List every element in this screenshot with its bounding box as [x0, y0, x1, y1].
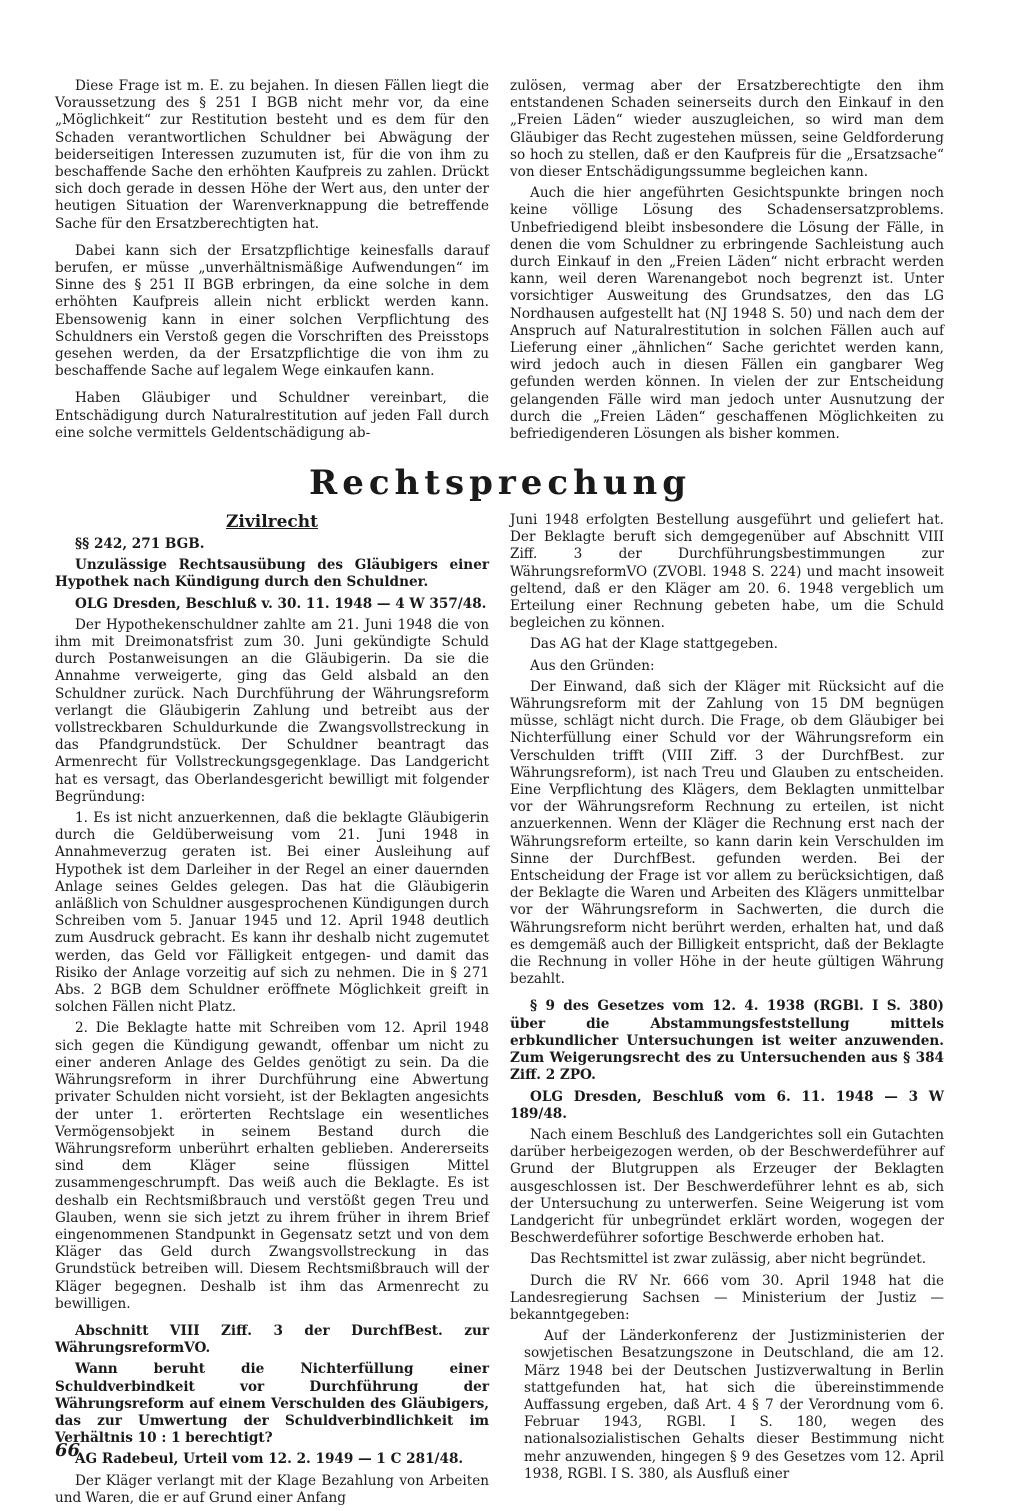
body-paragraph: zulösen, vermag aber der Ersatzberechtigte den ihm entstandenen Schaden seinerseits durch den Einkauf in den „Freien Läden“ wieder auszugleichen, so wird man dem Gläubiger das Recht zugestehen müssen, seine Geldforderung so hoch zu stellen, daß er den Kaufpreis für die „Ersatzsache“ von dieser Entschädigungssumme begleichen kann.	[510, 78, 944, 181]
body-paragraph: Nach einem Beschluß des Landgerichtes soll ein Gutachten darüber herbeigezogen werden, ob der Beschwerdeführer auf Grund der Blutgruppen als Erzeuger der Beklagten ausgeschlossen ist. Der Beschwerdeführer lehnt es ab, sich der Untersuchung zu unterwerfen. Seine Weigerung ist vom Landgericht für unbegründet erklärt worden, wogegen der Beschwerdeführer sofortige Beschwerde erhoben hat.	[510, 1126, 944, 1247]
body-paragraph: Diese Frage ist m. E. zu bejahen. In diesen Fällen liegt die Voraussetzung des § 251 I BGB nicht mehr vor, da eine „Möglichkeit“ zur Restitution besteht und es dem für den Schaden verantwortlichen Schuldner bei Abwägung der beiderseitigen Interessen zuzumuten ist, für die von ihm zu beschaffende Sache den erhöhten Kaufpreis zu zahlen. Drückt sich doch gerade in dessen Höhe der Wert aus, den unter der heutigen Situation der Warenverknappung die betreffende Sache für den Ersatzberechtigten hat.	[55, 78, 489, 232]
body-paragraph: 2. Die Beklagte hatte mit Schreiben vom 12. April 1948 sich gegen die Kündigung gewandt, offenbar um nicht zu einer anderen Anlage des Geldes genötigt zu sein. Da die Währungsreform in ihrer Durchführung eine Abwertung privater Schulden nicht vorsieht, ist der Beklagten angesichts der unter 1. erörterten Rechtslage ein wesentliches Vermögensobjekt in seinem Bestand durch die Währungsreform unberührt erhalten geblieben. Andererseits sind dem Kläger seine flüssigen Mittel zusammengeschrumpft. Das weiß auch die Beklagte. Es ist deshalb ein Rechtsmißbrauch und verstößt gegen Treu und Glauben, wenn sie sich jetzt zu ihrem früher in ihrem Brief eingenommenen Standpunkt in Gegensatz setzt und von dem Kläger das Geld durch Zwangsvollstreckung in das Grundstück betreiben will. Diesem Rechtsmißbrauch will der Kläger begegnen. Deshalb ist ihm das Armenrecht zu bewilligen.	[55, 1020, 489, 1312]
top-right-column	[510, 78, 944, 447]
section-title: Rechtsprechung	[308, 463, 692, 503]
body-paragraph: Durch die RV Nr. 666 vom 30. April 1948 hat die Landesregierung Sachsen — Ministerium der Justiz — bekanntgegeben:	[510, 1272, 944, 1323]
top-left-column	[55, 78, 489, 446]
body-paragraph: Der Einwand, daß sich der Kläger mit Rücksicht auf die Währungsreform mit der Zahlung von 15 DM begnügen müsse, schlägt nicht durch. Die Frage, ob dem Gläubiger bei Nichterfüllung einer Schuld vor der Währungsreform ein Verschulden trifft (VIII Ziff. 3 der DurchfBest. zur Währungsreform), ist nach Treu und Glauben zu entscheiden. Eine Verpflichtung des Klägers, dem Beklagten unmittelbar vor der Währungsreform Rechnung zu erteilen, ist nicht anzuerkennen. Wenn der Kläger die Rechnung erst nach der Währungsreform erteilte, so kann darin kein Verschulden im Sinne der DurchfBest. gefunden werden. Bei der Entscheidung der Frage ist vor allem zu berücksichtigen, daß der Beklagte die Waren und Arbeiten des Klägers unmittelbar vor der Währungsreform in Sachwerten, die durch die Währungsreform nicht berührt werden, erhalten hat, und daß es demgemäß auch der Billigkeit entspricht, daß der Beklagte die Rechnung in voller Höhe in der heute gültigen Währung bezahlt.	[510, 678, 944, 988]
case-headnote: Unzulässige Rechtsausübung des Gläubigers einer Hypothek nach Kündigung durch den Schuldner.	[55, 557, 489, 591]
case-headnote: Wann beruht die Nichterfüllung einer Schuldverbindkeit vor Durchführung der Währungsreform auf einem Verschulden des Gläubigers, das zur Umwertung der Schuldverbindlichkeit im Verhältnis 10 : 1 berechtigt?	[55, 1361, 489, 1447]
case-court: AG Radebeul, Urteil vom 12. 2. 1949 — 1 C 281/48.	[75, 1451, 464, 1468]
body-paragraph: Aus den Gründen:	[530, 657, 655, 674]
case-reference: Abschnitt VIII Ziff. 3 der DurchfBest. zur WährungsreformVO.	[55, 1322, 489, 1357]
case-court: OLG Dresden, Beschluß vom 6. 11. 1948 — 3 W 189/48.	[510, 1088, 944, 1122]
body-paragraph: Auch die hier angeführten Gesichtspunkte bringen noch keine völlige Lösung des Schadensersatzproblems. Unbefriedigend bleibt insbesondere die Lösung der Fälle, in denen die vom Schuldner zu erbringende Sachleistung auch durch Einkauf in den „Freien Läden“ nicht erbracht werden kann, weil deren Warenangebot noch begrenzt ist. Unter vorsichtiger Ausweitung des Grundsatzes, den das LG Nordhausen aufgestellt hat (NJ 1948 S. 50) und nach dem der Anspruch auf Naturalrestitution in solchen Fällen auch auf Lieferung einer „ähnlichen“ Sache gerichtet werden kann, wird jedoch auch in diesen Fällen ein gangbarer Weg gefunden werden können. In vielen der zur Entscheidung gelangenden Fälle wird man jedoch unter Ausnutzung der durch die „Freien Läden“ geschaffenen Möglichkeiten zu befriedigenderen Lösungen als bisher kommen.	[510, 185, 944, 443]
body-paragraph: Der Kläger verlangt mit der Klage Bezahlung von Arbeiten und Waren, die er auf Grund einer Anfang	[55, 1472, 489, 1506]
case-headnote: § 9 des Gesetzes vom 12. 4. 1938 (RGBl. I S. 380) über die Abstammungsfeststellung mittels erbkundlicher Untersuchungen ist weiter anzuwenden. Zum Weigerungsrecht des zu Untersuchenden aus § 384 Ziff. 2 ZPO.	[510, 998, 944, 1084]
body-paragraph: Das Rechtsmittel ist zwar zulässig, aber nicht begründet.	[530, 1251, 927, 1268]
body-paragraph: Das AG hat der Klage stattgegeben.	[530, 636, 778, 653]
body-paragraph: Der Hypothekenschuldner zahlte am 21. Juni 1948 die von ihm mit Dreimonatsfrist zum 30. Juni gekündigte Schuld durch Postanweisungen an die Gläubigerin. Da sie die Annahme verweigerte, ging das Geld alsbald an den Schuldner zurück. Nach Durchführung der Währungsreform verlangt die Gläubigerin Zahlung und betreibt aus der vollstreckbaren Schuldurkunde die Zwangsvollstreckung in das Pfandgrundstück. Der Schuldner beantragt das Armenrecht für Vollstreckungsgegenklage. Das Landgericht hat es versagt, das Oberlandesgericht bewilligt mit folgender Begründung:	[55, 616, 489, 805]
case-court: OLG Dresden, Beschluß v. 30. 11. 1948 — 4 W 357/48.	[75, 595, 487, 612]
body-paragraph: Dabei kann sich der Ersatzpflichtige keinesfalls darauf berufen, er müsse „unverhältnismäßige Aufwendungen“ im Sinne des § 251 II BGB erbringen, da eine solche in dem erhöhten Kaufpreis allein nicht erblickt werden kann. Ebensowenig kann in einer solchen Verpflichtung des Schuldners ein Verstoß gegen die Vorschriften des Preisstops gesehen werden, da der Ersatzpflichtige die von ihm zu beschaffende Sache auf legalem Wege einkaufen kann.	[55, 242, 489, 380]
page-number: 66	[55, 1440, 81, 1461]
body-paragraph: Juni 1948 erfolgten Bestellung ausgeführt und geliefert hat. Der Beklagte beruft sich demgegenüber auf Abschnitt VIII Ziff. 3 der Durchführungsbestimmungen zur WährungsreformVO (ZVOBl. 1948 S. 224) und macht insoweit geltend, daß er den Kläger am 20. 6. 1948 vergeblich um Erteilung einer Rechnung gebeten habe, um die Schuld begleichen zu können.	[510, 512, 944, 632]
case-reference: §§ 242, 271 BGB.	[75, 536, 205, 552]
lower-left-column	[55, 512, 489, 1511]
lower-right-column	[510, 512, 944, 1487]
subsection-title: Zivilrecht	[226, 512, 318, 532]
body-paragraph: 1. Es ist nicht anzuerkennen, daß die beklagte Gläubigerin durch die Geldüberweisung vom 21. Juni 1948 in Annahmeverzug geraten ist. Bei einer Ausleihung auf Hypothek ist dem Darleiher in der Regel an einer dauernden Anlage seines Geldes gelegen. Das hat die Gläubigerin anläßlich von Schuldner ausgesprochenen Kündigungen durch Schreiben vom 5. Januar 1945 und 12. April 1948 deutlich zum Ausdruck gebracht. Es kann ihr deshalb nicht zugemutet werden, das Geld vor Fälligkeit entgegen- und damit das Risiko der Anlage vorzeitig auf sich zu nehmen. Die in § 271 Abs. 2 BGB dem Schuldner eröffnete Möglichkeit greift in solchen Fällen nicht Platz.	[55, 810, 489, 1016]
quoted-passage: Auf der Länderkonferenz der Justizministerien der sowjetischen Besatzungszone in Deutschland, die am 12. März 1948 bei der Deutschen Justizverwaltung in Berlin stattgefunden hat, hat sich die übereinstimmende Auffassung ergeben, daß Art. 4 § 7 der Verordnung vom 6. Februar 1943, RGBl. I S. 180, wegen des nationalsozialistischen Gehalts dieser Bestimmung nicht mehr anzuwenden, hingegen § 9 des Gesetzes vom 12. April 1938, RGBl. I S. 380, als Ausfluß einer	[524, 1328, 944, 1482]
body-paragraph: Haben Gläubiger und Schuldner vereinbart, die Entschädigung durch Naturalrestitution auf jeden Fall durch eine solche vermittels Geldentschädigung ab-	[55, 390, 489, 441]
